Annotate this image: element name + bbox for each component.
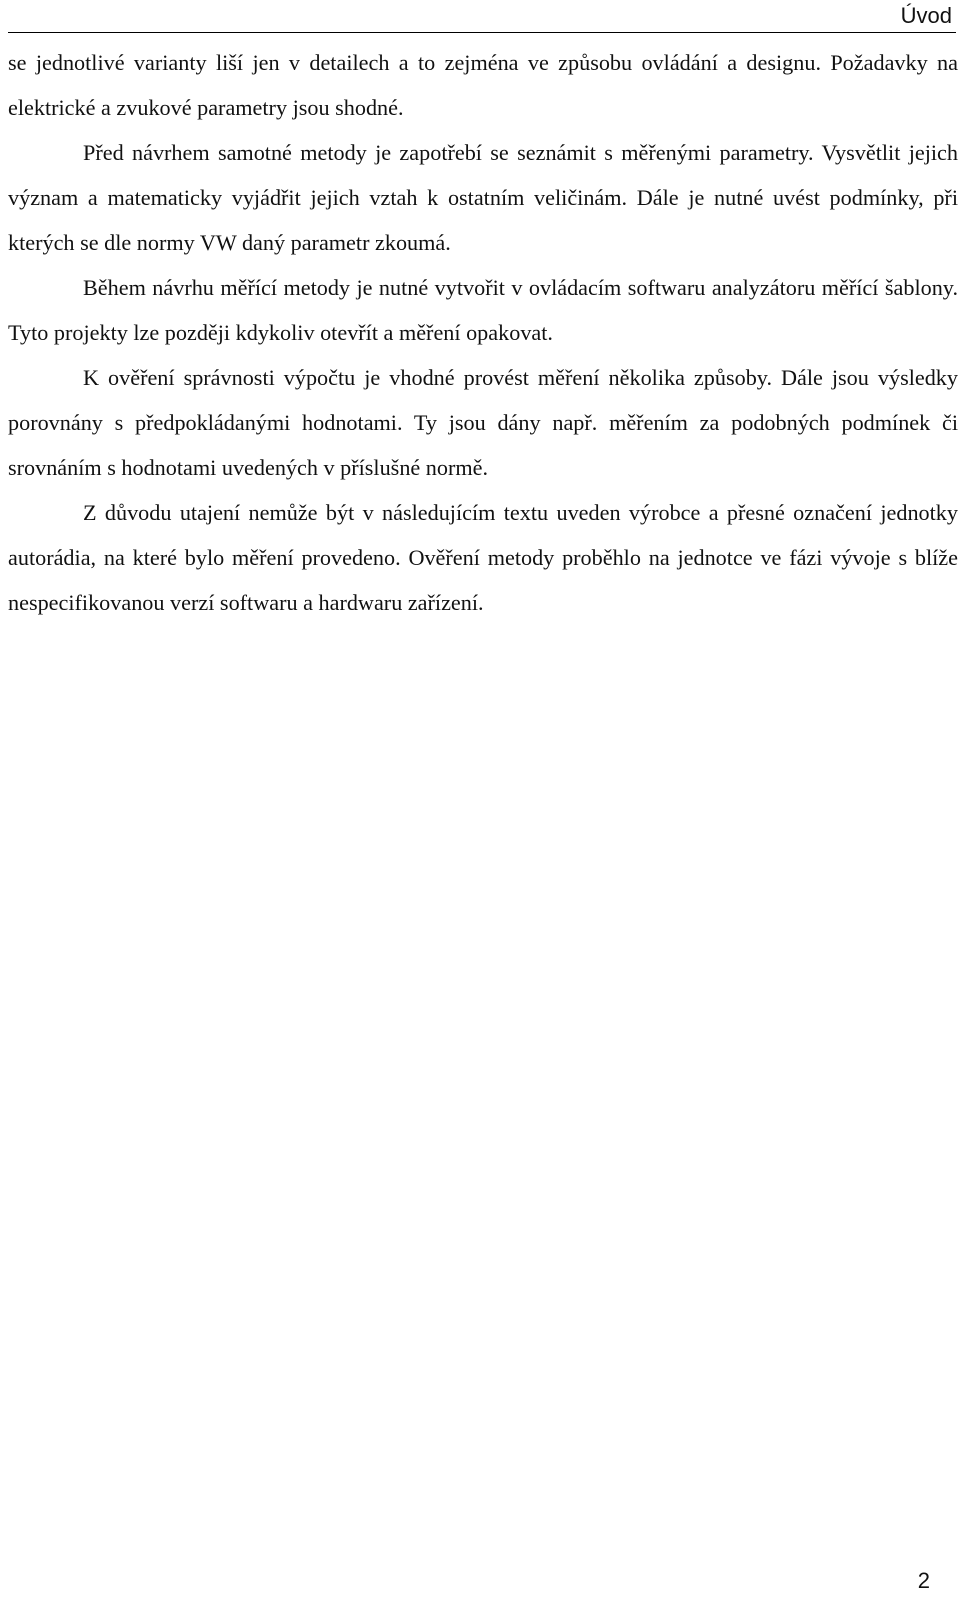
paragraph: K ověření správnosti výpočtu je vhodné provést měření několika způsoby. Dále jsou výsledky porovnány s předpokládanými hodnotami. Ty jsou dány např. měřením za podobných podmínek či srovnáním s hodnotami uvedených v příslušné normě. [8,365,958,480]
paragraph: Před návrhem samotné metody je zapotřebí se seznámit s měřenými parametry. Vysvětlit jejich význam a matematicky vyjádřit jejich vztah k ostatním veličinám. Dále je nutné uvést podmínky, při kterých se dle normy VW daný parametr zkoumá. [8,140,958,255]
chapter-title: Úvod [900,3,952,28]
running-header [8,0,956,33]
paragraph: se jednotlivé varianty liší jen v detailech a to zejména ve způsobu ovládání a designu. Požadavky na elektrické a zvukové parametry jsou shodné. [8,50,958,120]
paragraph: Z důvodu utajení nemůže být v následujícím textu uveden výrobce a přesné označení jednotky autorádia, na které bylo měření provedeno. Ověření metody proběhlo na jednotce ve fázi vývoje s blíže nespecifikovanou verzí softwaru a hardwaru zařízení. [8,500,958,615]
body-text [8,40,958,625]
paragraph: Během návrhu měřící metody je nutné vytvořit v ovládacím softwaru analyzátoru měřící šablony. Tyto projekty lze později kdykoliv otevřít a měření opakovat. [8,275,958,345]
page-number: 2 [917,1568,930,1593]
